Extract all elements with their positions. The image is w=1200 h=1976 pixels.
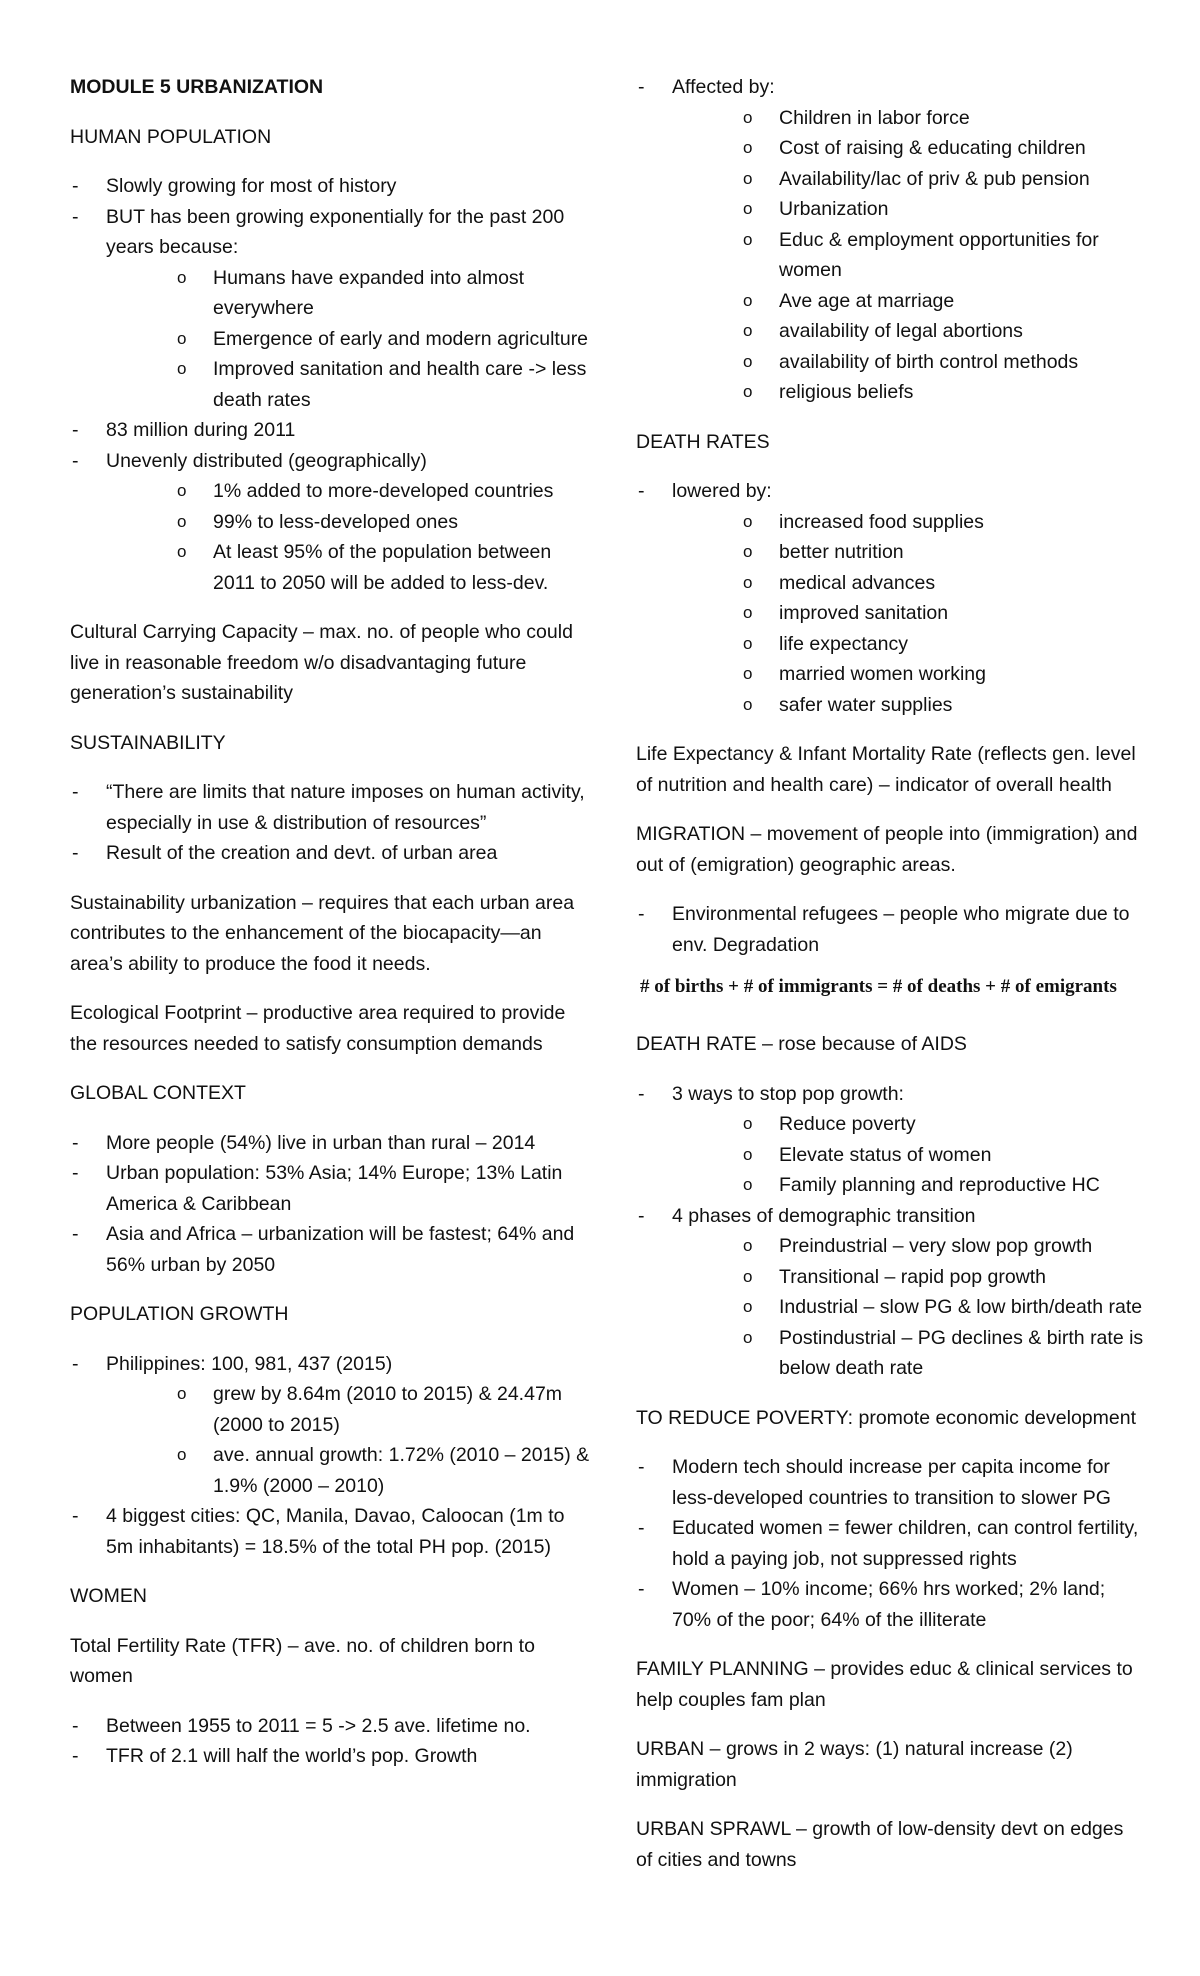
list-item: - Asia and Africa – urbanization will be fastest; 64% and 56% urban by 2050 xyxy=(70,1219,590,1280)
sub-list-item: o life expectancy xyxy=(743,629,1144,660)
list-item xyxy=(636,72,1144,408)
sub-list-item: o At least 95% of the population between 2011 to 2050 will be added to less-dev. xyxy=(177,537,590,598)
list-item: - Slowly growing for most of history xyxy=(70,171,590,202)
paragraph-death-rate-aids: DEATH RATE – rose because of AIDS xyxy=(636,1033,967,1055)
sub-list-item: o Urbanization xyxy=(743,194,1144,225)
paragraph-tfr: Total Fertility Rate (TFR) – ave. no. of children born to women xyxy=(70,1634,535,1687)
heading-global-context: GLOBAL CONTEXT xyxy=(70,1082,246,1104)
list-item xyxy=(636,1079,1144,1201)
right-column xyxy=(636,72,1144,1894)
list-item-text: lowered by: xyxy=(672,480,772,502)
list-item: - TFR of 2.1 will half the world’s pop. Growth xyxy=(70,1741,590,1772)
heading-population-growth: POPULATION GROWTH xyxy=(70,1303,289,1325)
sub-list-item: o increased food supplies xyxy=(743,507,1144,538)
heading-women: WOMEN xyxy=(70,1585,147,1607)
list-item-text: 4 phases of demographic transition xyxy=(672,1204,976,1227)
sub-list-item: o religious beliefs xyxy=(743,377,1144,408)
sub-list xyxy=(672,1109,1144,1201)
sub-list xyxy=(672,1231,1144,1384)
sub-list-item: o Transitional – rapid pop growth xyxy=(743,1262,1144,1293)
paragraph-life-expectancy: Life Expectancy & Infant Mortality Rate (reflects gen. level of nutrition and health care) – indicator of overall health xyxy=(636,743,1136,796)
sub-list-item: o safer water supplies xyxy=(743,690,1144,721)
paragraph-reduce-poverty: TO REDUCE POVERTY: promote economic development xyxy=(636,1406,1136,1429)
list-item: - Environmental refugees – people who migrate due to env. Degradation xyxy=(636,899,1144,960)
paragraph-urban-sprawl: URBAN SPRAWL – growth of low-density devt on edges of cities and towns xyxy=(636,1818,1124,1871)
stop-growth-list xyxy=(636,1079,1144,1384)
sub-list-item: o Cost of raising & educating children xyxy=(743,133,1144,164)
document-title: MODULE 5 URBANIZATION xyxy=(70,76,324,98)
list-item-text: Affected by: xyxy=(672,76,775,98)
sub-list-item: o availability of birth control methods xyxy=(743,347,1144,378)
sub-list-item: o Educ & employment opportunities for women xyxy=(743,225,1144,286)
sub-list xyxy=(106,476,590,598)
sub-list-item: o Postindustrial – PG declines & birth rate is below death rate xyxy=(743,1323,1144,1384)
list-item-text: Philippines: 100, 981, 437 (2015) xyxy=(106,1352,393,1375)
list-item: - “There are limits that nature imposes on human activity, especially in use & distribution of resources” xyxy=(70,777,590,838)
list-item: - Women – 10% income; 66% hrs worked; 2% land; 70% of the poor; 64% of the illiterate xyxy=(636,1574,1144,1635)
paragraph-migration: MIGRATION – movement of people into (immigration) and out of (emigration) geographic areas. xyxy=(636,823,1138,876)
sub-list-item: o medical advances xyxy=(743,568,1144,599)
list-item: - 83 million during 2011 xyxy=(70,415,590,446)
paragraph-cultural-carrying-capacity: Cultural Carrying Capacity – max. no. of people who could live in reasonable freedom w/o disadvantaging future generation’s sustainability xyxy=(70,621,573,704)
list-item xyxy=(70,1349,590,1502)
sub-list-item: o 99% to less-developed ones xyxy=(177,507,590,538)
list-item: - Modern tech should increase per capita income for less-developed countries to transition to slower PG xyxy=(636,1452,1144,1513)
women-list xyxy=(70,1711,590,1772)
population-growth-list xyxy=(70,1349,590,1563)
list-item: - Between 1955 to 2011 = 5 -> 2.5 ave. lifetime no. xyxy=(70,1711,590,1742)
list-item xyxy=(70,446,590,599)
human-population-list xyxy=(70,171,590,598)
sustainability-list xyxy=(70,777,590,869)
paragraph-ecological-footprint: Ecological Footprint – productive area required to provide the resources needed to satisfy consumption demands xyxy=(70,1002,566,1055)
sub-list-item: o improved sanitation xyxy=(743,598,1144,629)
paragraph-sustainability-urbanization: Sustainability urbanization – requires that each urban area contributes to the enhancement of the biocapacity—an area’s ability to produce the food it needs. xyxy=(70,891,575,975)
heading-sustainability: SUSTAINABILITY xyxy=(70,731,226,754)
sub-list-item: o availability of legal abortions xyxy=(743,316,1144,347)
global-context-list xyxy=(70,1128,590,1281)
sub-list-item: o Ave age at marriage xyxy=(743,286,1144,317)
population-equation xyxy=(640,967,1144,999)
reduce-poverty-list xyxy=(636,1452,1144,1635)
affected-by-list xyxy=(636,72,1144,408)
left-column xyxy=(70,72,590,1791)
paragraph-family-planning: FAMILY PLANNING – provides educ & clinical services to help couples fam plan xyxy=(636,1658,1133,1711)
sub-list-item: o Family planning and reproductive HC xyxy=(743,1170,1144,1201)
sub-list-item: o Humans have expanded into almost everywhere xyxy=(177,263,590,324)
list-item xyxy=(636,476,1144,720)
sub-list xyxy=(672,507,1144,721)
sub-list-item: o better nutrition xyxy=(743,537,1144,568)
heading-human-population: HUMAN POPULATION xyxy=(70,125,272,148)
sub-list xyxy=(106,263,590,416)
sub-list-item: o Elevate status of women xyxy=(743,1140,1144,1171)
list-item: - Result of the creation and devt. of urban area xyxy=(70,838,590,869)
list-item-text: BUT has been growing exponentially for the past 200 years because: xyxy=(106,205,565,258)
sub-list-item: o 1% added to more-developed countries xyxy=(177,476,590,507)
list-item: - 4 biggest cities: QC, Manila, Davao, Caloocan (1m to 5m inhabitants) = 18.5% of the total PH pop. (2015) xyxy=(70,1501,590,1562)
migration-list xyxy=(636,899,1144,960)
list-item xyxy=(636,1201,1144,1384)
sub-list-item: o Emergence of early and modern agriculture xyxy=(177,324,590,355)
paragraph-urban: URBAN – grows in 2 ways: (1) natural increase (2) immigration xyxy=(636,1738,1073,1791)
death-rates-list xyxy=(636,476,1144,720)
heading-death-rates: DEATH RATES xyxy=(636,430,770,453)
sub-list-item: o grew by 8.64m (2010 to 2015) & 24.47m (2000 to 2015) xyxy=(177,1379,590,1440)
clipped-text-remnant xyxy=(670,967,1144,975)
sub-list-item: o Industrial – slow PG & low birth/death rate xyxy=(743,1292,1144,1323)
sub-list-item: o Reduce poverty xyxy=(743,1109,1144,1140)
list-item: - More people (54%) live in urban than rural – 2014 xyxy=(70,1128,590,1159)
sub-list-item: o ave. annual growth: 1.72% (2010 – 2015) & 1.9% (2000 – 2010) xyxy=(177,1440,590,1501)
equation-text: # of births + # of immigrants = # of deaths + # of emigrants xyxy=(640,976,1117,997)
sub-list-item: o married women working xyxy=(743,659,1144,690)
sub-list-item: o Availability/lac of priv & pub pension xyxy=(743,164,1144,195)
list-item-text: Unevenly distributed (geographically) xyxy=(106,449,427,472)
sub-list xyxy=(106,1379,590,1501)
list-item: - Educated women = fewer children, can control fertility, hold a paying job, not suppressed rights xyxy=(636,1513,1144,1574)
sub-list-item: o Children in labor force xyxy=(743,103,1144,134)
list-item xyxy=(70,202,590,416)
sub-list xyxy=(672,103,1144,408)
sub-list-item: o Preindustrial – very slow pop growth xyxy=(743,1231,1144,1262)
list-item: - Urban population: 53% Asia; 14% Europe; 13% Latin America & Caribbean xyxy=(70,1158,590,1219)
sub-list-item: o Improved sanitation and health care -> less death rates xyxy=(177,354,590,415)
list-item-text: 3 ways to stop pop growth: xyxy=(672,1082,904,1105)
